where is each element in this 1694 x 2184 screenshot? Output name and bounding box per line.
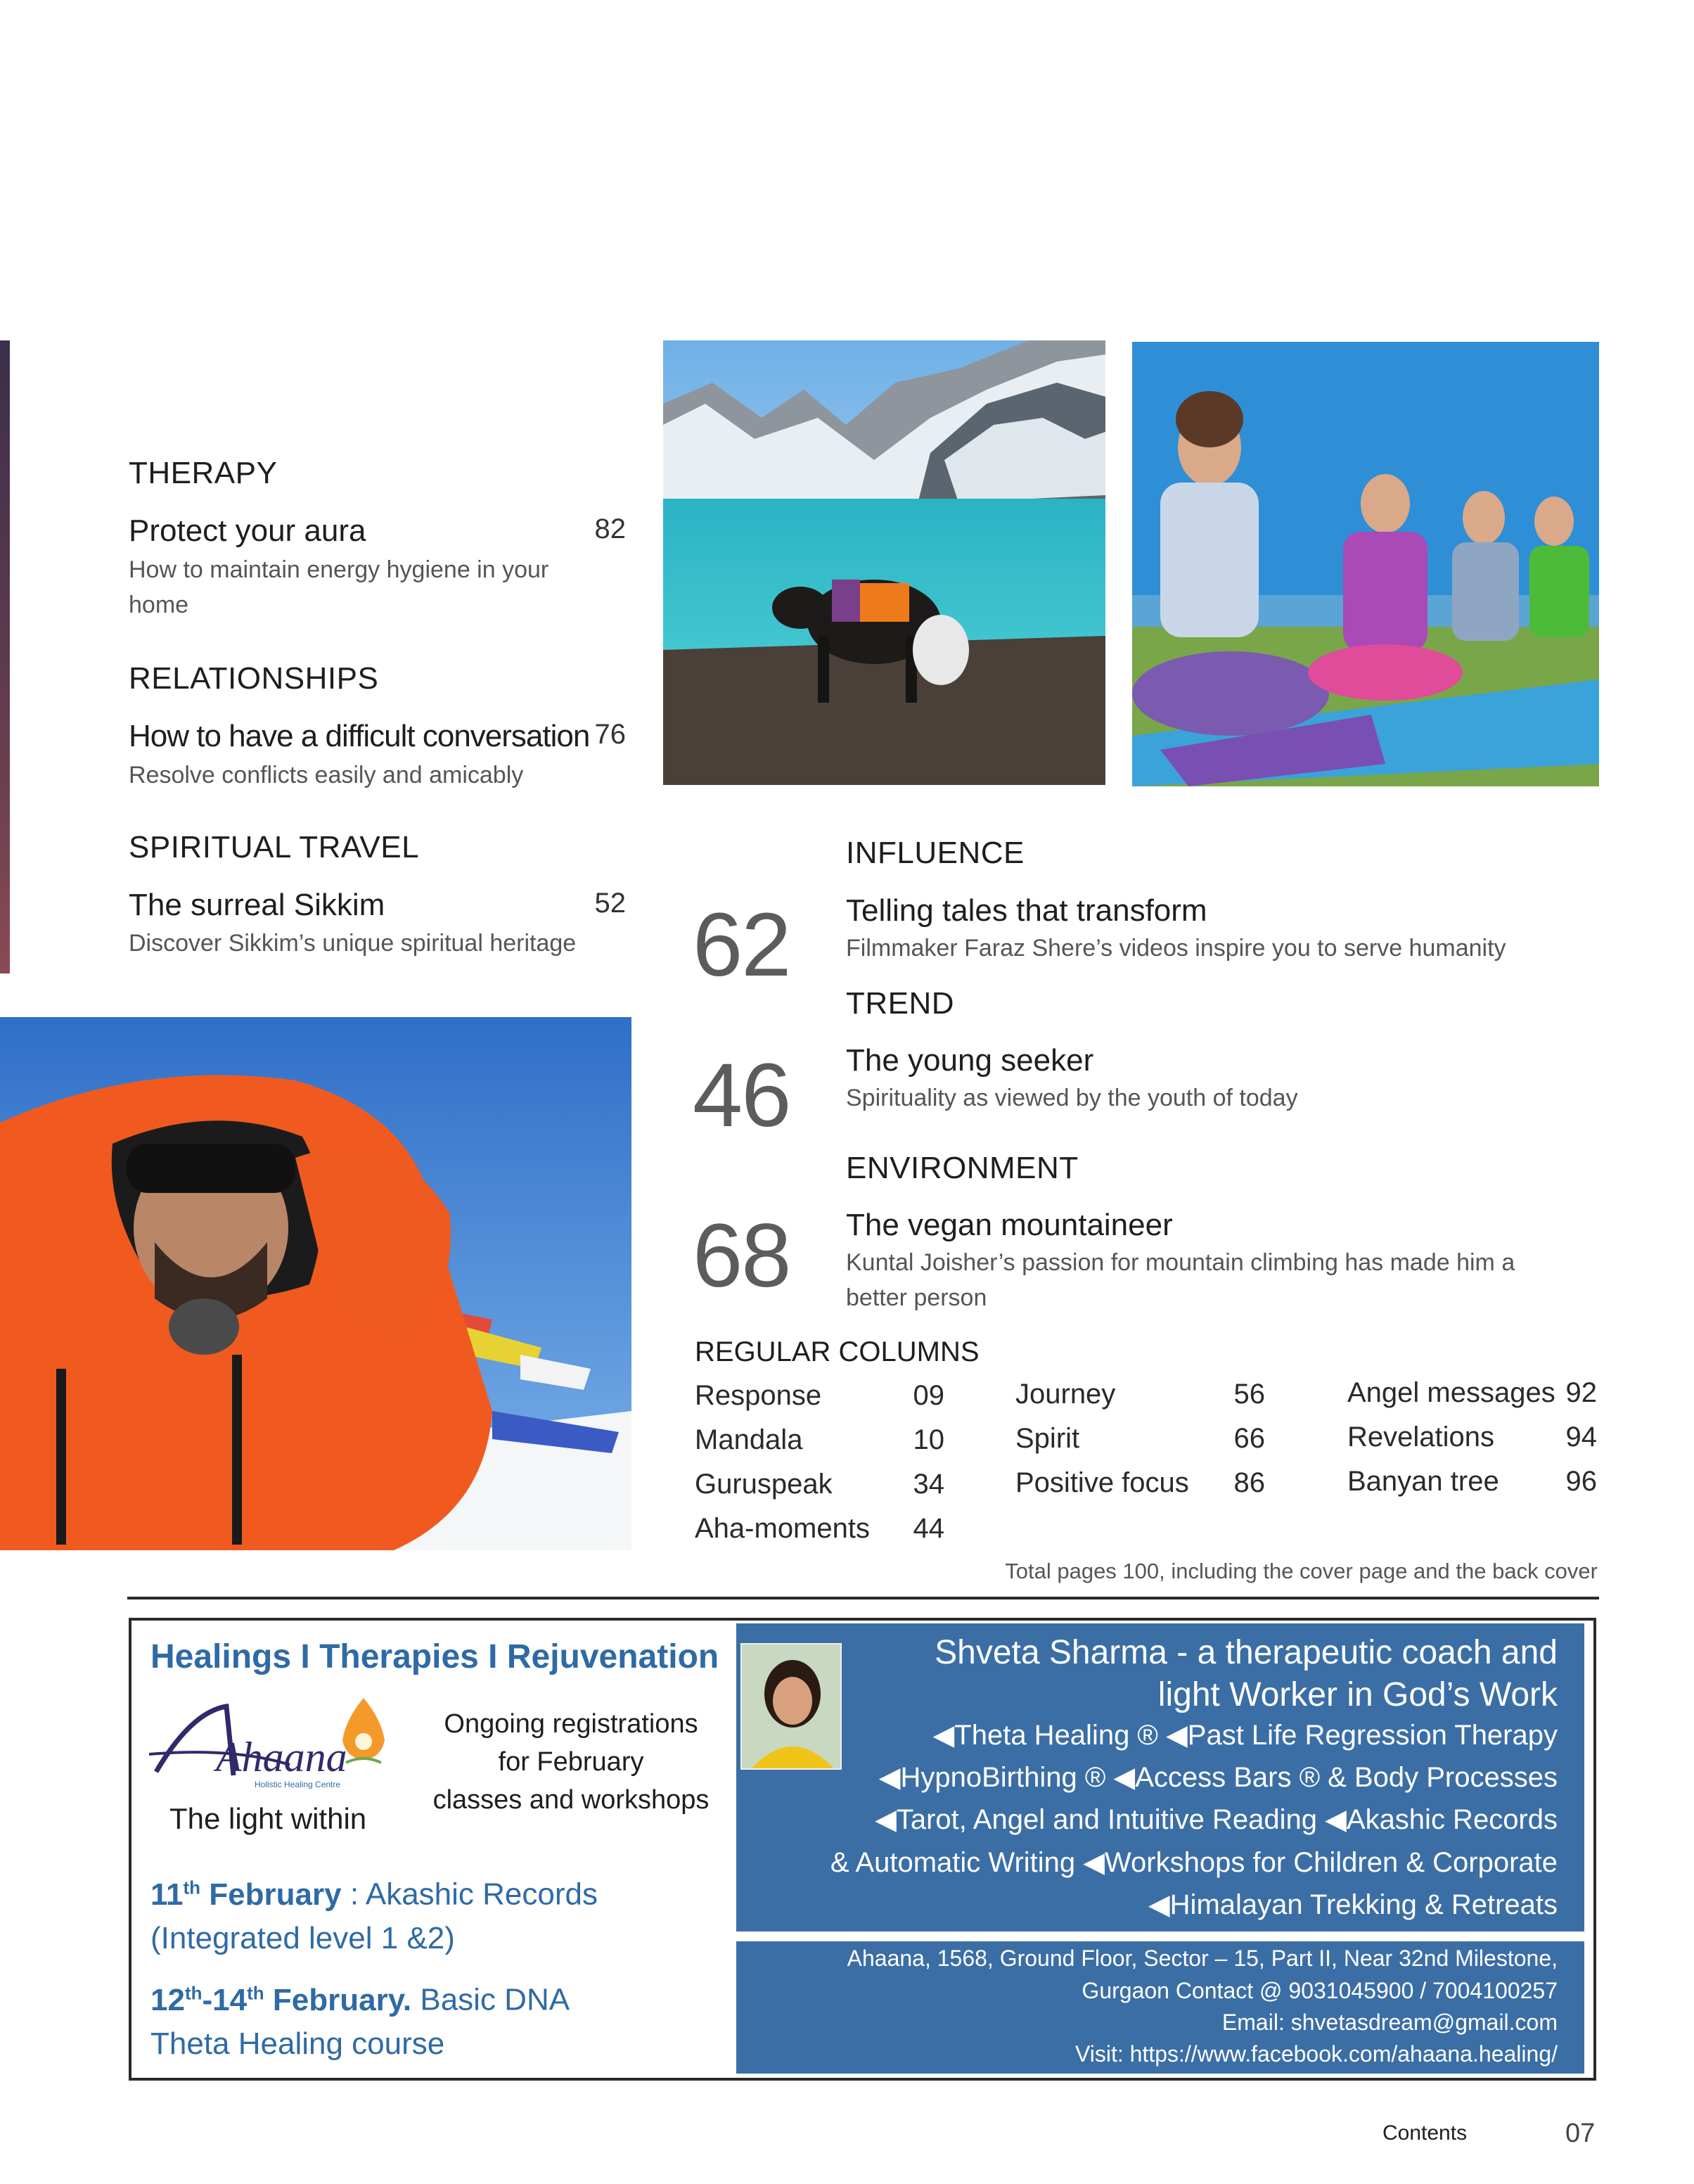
event2-day: 12 bbox=[150, 1982, 185, 2017]
relationships-heading: RELATIONSHIPS bbox=[129, 661, 379, 696]
facebook-link[interactable]: Visit: https://www.facebook.com/ahaana.healing/ bbox=[1074, 2041, 1558, 2067]
registrations-line2: for February bbox=[498, 1747, 644, 1777]
ahaana-logo bbox=[149, 1698, 423, 1796]
yoga-meditation-group-photo bbox=[1132, 342, 1599, 786]
ad-registrations bbox=[416, 1705, 726, 1819]
environment-article-subtitle-line1: Kuntal Joisher’s passion for mountain climbing has made him a bbox=[846, 1249, 1515, 1276]
event2-dash: -14 bbox=[202, 1982, 248, 2017]
spiritual-travel-heading: SPIRITUAL TRAVEL bbox=[129, 830, 420, 864]
spiritual-travel-article-subtitle: Discover Sikkim’s unique spiritual heritage bbox=[129, 930, 577, 957]
event1-line2: (Integrated level 1 &2) bbox=[150, 1920, 455, 1955]
column-row[interactable] bbox=[1015, 1467, 1265, 1512]
column-page: 66 bbox=[1233, 1423, 1265, 1454]
event1-day: 11 bbox=[150, 1877, 184, 1912]
service-line-5: ◀Himalayan Trekking & Retreats bbox=[1148, 1889, 1558, 1920]
column-row[interactable] bbox=[695, 1513, 944, 1557]
column-page: 96 bbox=[1565, 1466, 1597, 1497]
trend-article-title[interactable]: The young seeker bbox=[846, 1043, 1094, 1078]
therapy-article-subtitle: How to maintain energy hygiene in your home bbox=[129, 556, 549, 618]
logo-subtext: Holistic Healing Centre bbox=[255, 1780, 341, 1789]
influence-heading: INFLUENCE bbox=[846, 836, 1025, 870]
regular-columns-col1 bbox=[695, 1380, 944, 1557]
therapy-page-number[interactable]: 82 bbox=[594, 513, 626, 544]
service-line-1: ◀Theta Healing ® ◀Past Life Regression Therapy bbox=[932, 1720, 1558, 1751]
service-line-2: ◀HypnoBirthing ® ◀Access Bars ® & Body Processes bbox=[878, 1762, 1558, 1793]
column-page: 86 bbox=[1233, 1467, 1265, 1498]
address-line2: Gurgaon Contact @ 9031045900 / 7004100257 bbox=[1082, 1978, 1558, 2003]
total-pages-note: Total pages 100, including the cover page and the back cover bbox=[1005, 1559, 1598, 1583]
left-edge-strip bbox=[0, 340, 10, 973]
footer-page-number: 07 bbox=[1565, 2119, 1596, 2148]
column-page: 94 bbox=[1565, 1422, 1597, 1452]
environment-heading: ENVIRONMENT bbox=[846, 1151, 1079, 1185]
ad-tagline: The light within bbox=[169, 1802, 367, 1835]
spiritual-travel-page-number[interactable]: 52 bbox=[594, 888, 626, 919]
relationships-article-subtitle: Resolve conflicts easily and amicably bbox=[129, 762, 524, 788]
ahaana-advert bbox=[129, 1618, 1596, 2081]
regular-columns-col2 bbox=[1015, 1379, 1265, 1512]
influence-article-title[interactable]: Telling tales that transform bbox=[846, 893, 1207, 928]
column-row[interactable] bbox=[695, 1380, 944, 1424]
event2-month: February. bbox=[272, 1982, 412, 2017]
column-row[interactable] bbox=[695, 1424, 944, 1469]
section-divider bbox=[127, 1597, 1599, 1599]
email-line[interactable]: Email: shvetasdream@gmail.com bbox=[1221, 2010, 1558, 2035]
column-label: Spirit bbox=[1015, 1423, 1080, 1454]
column-page: 44 bbox=[913, 1513, 944, 1544]
event2-sup2: th bbox=[247, 1982, 264, 2003]
event1-month: February bbox=[209, 1877, 342, 1912]
column-page: 92 bbox=[1565, 1377, 1597, 1408]
influence-article-subtitle: Filmmaker Faraz Shere’s videos inspire you to serve humanity bbox=[846, 935, 1506, 962]
registrations-line3: classes and workshops bbox=[432, 1785, 710, 1815]
address-line1: Ahaana, 1568, Ground Floor, Sector – 15, Part II, Near 32nd Milestone, bbox=[847, 1946, 1558, 1971]
column-label: Banyan tree bbox=[1347, 1466, 1499, 1497]
coach-portrait-photo bbox=[740, 1643, 842, 1770]
column-label: Aha-moments bbox=[695, 1513, 870, 1544]
relationships-page-number[interactable]: 76 bbox=[594, 719, 626, 750]
column-page: 10 bbox=[913, 1424, 944, 1455]
trend-heading: TREND bbox=[846, 986, 955, 1021]
column-row[interactable] bbox=[1347, 1377, 1597, 1422]
column-row[interactable] bbox=[1015, 1379, 1265, 1423]
trend-article-subtitle: Spirituality as viewed by the youth of today bbox=[846, 1085, 1298, 1111]
event2-line2: Theta Healing course bbox=[150, 2026, 445, 2061]
column-page: 09 bbox=[913, 1380, 944, 1411]
column-row[interactable] bbox=[1015, 1423, 1265, 1467]
environment-page-number[interactable]: 68 bbox=[693, 1206, 790, 1306]
event1-sup: th bbox=[183, 1877, 201, 1898]
regular-columns-col3 bbox=[1347, 1377, 1597, 1510]
coach-services-panel bbox=[736, 1623, 1584, 1931]
logo-wordmark: Ahaana bbox=[216, 1734, 347, 1780]
column-row[interactable] bbox=[695, 1469, 944, 1513]
regular-columns-heading: REGULAR COLUMNS bbox=[695, 1336, 980, 1367]
footer-section-label: Contents bbox=[1382, 2121, 1468, 2145]
therapy-article-title[interactable]: Protect your aura bbox=[129, 513, 366, 548]
registrations-line1: Ongoing registrations bbox=[444, 1709, 698, 1739]
trend-page-number[interactable]: 46 bbox=[693, 1045, 790, 1146]
contact-panel bbox=[736, 1941, 1584, 2074]
mountaineer-portrait-photo bbox=[0, 1017, 631, 1550]
relationships-article-title[interactable]: How to have a difficult conversation bbox=[129, 719, 590, 753]
column-label: Positive focus bbox=[1015, 1467, 1189, 1498]
column-row[interactable] bbox=[1347, 1422, 1597, 1466]
column-label: Mandala bbox=[695, 1424, 803, 1455]
coach-name-line2: light Worker in God’s Work bbox=[1157, 1676, 1558, 1713]
therapy-heading: THERAPY bbox=[129, 456, 278, 490]
column-page: 34 bbox=[913, 1469, 944, 1500]
environment-article-title[interactable]: The vegan mountaineer bbox=[846, 1208, 1173, 1242]
spiritual-travel-article-title[interactable]: The surreal Sikkim bbox=[129, 888, 385, 922]
service-line-3: ◀Tarot, Angel and Intuitive Reading ◀Akashic Records bbox=[875, 1804, 1558, 1835]
ad-headline: Healings I Therapies I Rejuvenation bbox=[150, 1638, 719, 1675]
column-label: Angel messages bbox=[1347, 1377, 1555, 1408]
event2-sup1: th bbox=[184, 1982, 203, 2003]
event2-name: Basic DNA bbox=[420, 1982, 570, 2017]
column-page: 56 bbox=[1233, 1379, 1265, 1410]
influence-page-number[interactable]: 62 bbox=[693, 895, 790, 995]
column-row[interactable] bbox=[1347, 1466, 1597, 1510]
event1-sep: : bbox=[341, 1877, 366, 1912]
coach-name-line1: Shveta Sharma - a therapeutic coach and bbox=[935, 1634, 1558, 1671]
column-label: Response bbox=[695, 1380, 822, 1411]
column-label: Journey bbox=[1015, 1379, 1116, 1410]
column-label: Revelations bbox=[1347, 1422, 1495, 1452]
environment-article-subtitle-line2: better person bbox=[846, 1284, 987, 1311]
column-label: Guruspeak bbox=[695, 1469, 833, 1500]
service-line-4: & Automatic Writing ◀Workshops for Children & Corporate bbox=[830, 1847, 1558, 1878]
event-theta-healing bbox=[150, 1971, 570, 2066]
lake-with-yak-photo bbox=[663, 340, 1105, 785]
event-akashic-records bbox=[150, 1865, 598, 1960]
event1-name: Akashic Records bbox=[365, 1877, 598, 1912]
